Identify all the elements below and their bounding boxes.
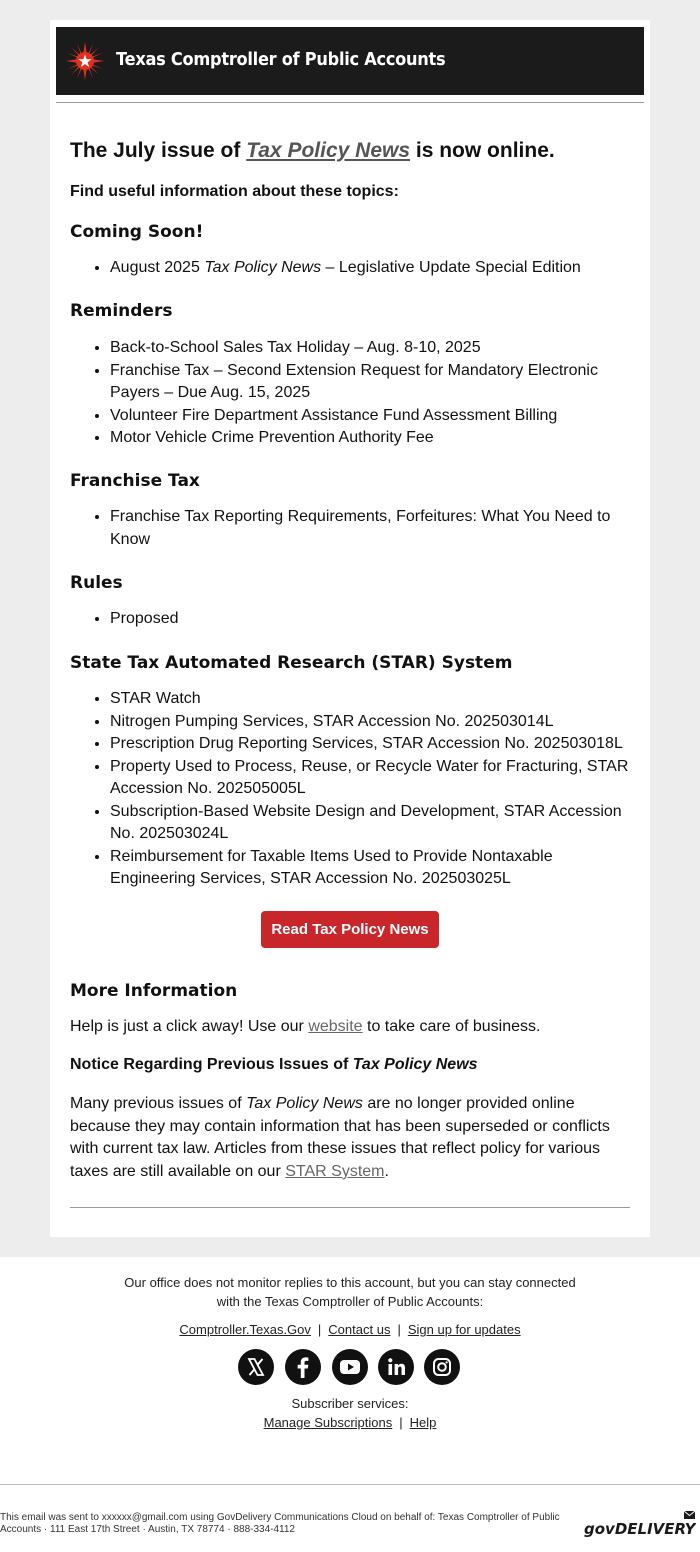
facebook-icon[interactable] bbox=[285, 1349, 321, 1385]
subscriber-services: Subscriber services: Manage Subscriptions | Help bbox=[263, 1396, 437, 1430]
star-system-link[interactable]: STAR System bbox=[285, 1162, 385, 1180]
reminders-list bbox=[70, 337, 630, 450]
section-title-more-information: More Information bbox=[70, 981, 238, 1001]
section-title-reminders: Reminders bbox=[70, 301, 173, 321]
website-link[interactable]: website bbox=[308, 1018, 363, 1035]
contact-us-link[interactable]: Contact us bbox=[328, 1322, 391, 1337]
notice-body: Many previous issues of Tax Policy News are no longer provided online because they may contain information that has been superseded or conflicts with current tax law. Articles from these issues that reflect policy for various taxes are still available on our STAR System. bbox=[70, 1095, 610, 1180]
list-item[interactable]: • Back-to-School Sales Tax Holiday – Aug. 8-10, 2025 bbox=[110, 337, 630, 360]
list-item[interactable]: • Franchise Tax Reporting Requirements, Forfeitures: What You Need to Know bbox=[110, 506, 630, 551]
section-title-coming-soon: Coming Soon! bbox=[70, 222, 204, 242]
section-title-rules: Rules bbox=[70, 573, 123, 593]
franchise-list bbox=[70, 506, 630, 551]
header-title: Texas Comptroller of Public Accounts bbox=[116, 49, 446, 70]
rules-list bbox=[70, 608, 630, 631]
sign-up-link[interactable]: Sign up for updates bbox=[407, 1322, 521, 1337]
header-divider bbox=[56, 102, 644, 103]
list-item[interactable]: • Proposed bbox=[110, 608, 630, 631]
page-title: The July issue of Tax Policy News is now online. bbox=[70, 139, 555, 162]
x-icon[interactable] bbox=[238, 1349, 274, 1385]
list-item[interactable]: • August 2025 Tax Policy News – Legislative Update Special Edition bbox=[110, 257, 630, 280]
list-item[interactable]: • Subscription-Based Website Design and Development, STAR Accession No. 202503024L bbox=[110, 801, 630, 846]
list-item[interactable]: • Nitrogen Pumping Services, STAR Accession No. 202503014L bbox=[110, 711, 630, 734]
read-tax-policy-news-button[interactable]: Read Tax Policy News bbox=[261, 911, 439, 948]
star-list bbox=[70, 688, 630, 891]
list-item[interactable]: • Volunteer Fire Department Assistance Fund Assessment Billing bbox=[110, 405, 630, 428]
list-item[interactable]: • Prescription Drug Reporting Services, STAR Accession No. 202503018L bbox=[110, 733, 630, 756]
youtube-icon[interactable] bbox=[332, 1349, 368, 1385]
content-divider bbox=[70, 1207, 630, 1208]
footer-divider bbox=[0, 1484, 700, 1485]
section-title-star: State Tax Automated Research (STAR) System bbox=[70, 653, 513, 673]
footer-notice: Our office does not monitor replies to this account, but you can stay connected with the Texas Comptroller of Public Accounts: bbox=[124, 1275, 576, 1309]
comptroller-site-link[interactable]: Comptroller.Texas.Gov bbox=[179, 1322, 311, 1337]
comptroller-star-icon bbox=[66, 42, 104, 80]
lead-text: Find useful information about these topics: bbox=[70, 183, 399, 200]
list-item[interactable]: • Property Used to Process, Reuse, or Recycle Water for Fracturing, STAR Accession No. 202505005L bbox=[110, 756, 630, 801]
manage-subscriptions-link[interactable]: Manage Subscriptions bbox=[263, 1415, 393, 1430]
header-banner[interactable] bbox=[56, 27, 644, 95]
svg-text:govDELIVERY: govDELIVERY bbox=[584, 1520, 696, 1538]
help-link[interactable]: Help bbox=[409, 1415, 437, 1430]
linkedin-icon[interactable] bbox=[378, 1349, 414, 1385]
tax-policy-news-link[interactable]: Tax Policy News bbox=[246, 139, 411, 162]
list-item[interactable]: • Reimbursement for Taxable Items Used to Provide Nontaxable Engineering Services, STAR Accession No. 202503025L bbox=[110, 846, 630, 891]
section-title-franchise-tax: Franchise Tax bbox=[70, 471, 200, 491]
footer-links: Comptroller.Texas.Gov | Contact us | Sign up for updates bbox=[179, 1322, 521, 1337]
fine-print: This email was sent to xxxxxx@gmail.com using GovDelivery Communications Cloud on behalf of: Texas Comptroller of Public Accounts · 111 East 17th Street · Austin, TX 78774 · 888-334-4112 bbox=[0, 1512, 560, 1535]
list-item[interactable]: • Motor Vehicle Crime Prevention Authority Fee bbox=[110, 427, 630, 450]
govdelivery-logo[interactable] bbox=[584, 1510, 696, 1545]
more-info-text: Help is just a click away! Use our website to take care of business. bbox=[70, 1018, 541, 1035]
instagram-icon[interactable] bbox=[424, 1349, 460, 1385]
notice-title: Notice Regarding Previous Issues of Tax Policy News bbox=[70, 1056, 478, 1073]
list-item[interactable]: • Franchise Tax – Second Extension Request for Mandatory Electronic Payers – Due Aug. 15, 2025 bbox=[110, 360, 630, 405]
list-item[interactable]: • STAR Watch bbox=[110, 688, 630, 711]
coming-soon-list bbox=[70, 257, 630, 280]
